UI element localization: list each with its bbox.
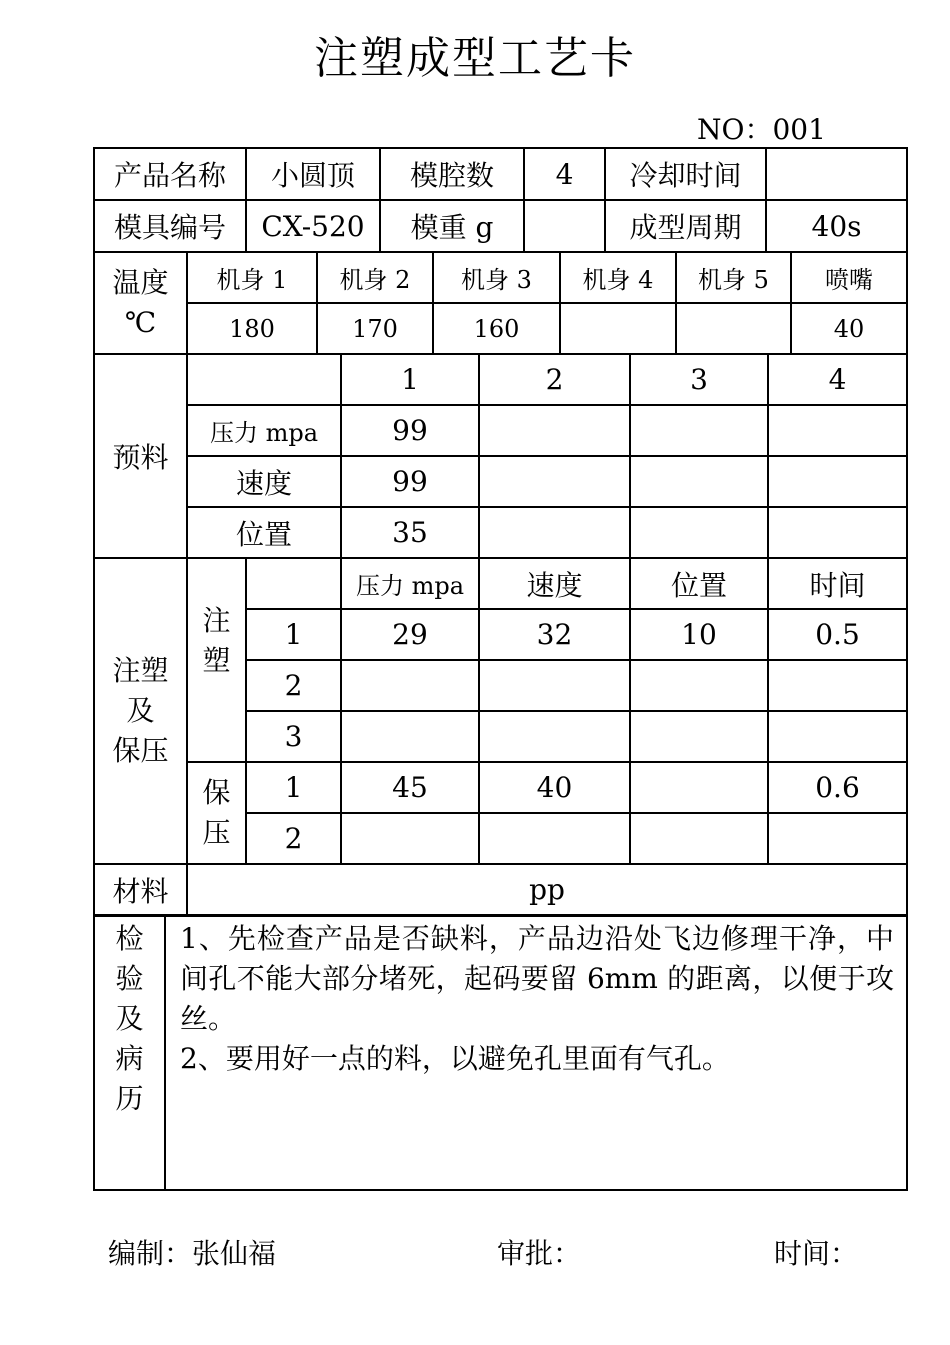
stage-header: 3: [630, 354, 768, 405]
zone-value: 180: [187, 303, 317, 354]
material-label: 材料: [94, 864, 187, 915]
prefeed-value: 35: [341, 507, 479, 558]
stage-header: 2: [479, 354, 630, 405]
date-field: 时间：: [774, 1237, 859, 1270]
inspection-notes: [165, 916, 907, 1190]
table-row: [94, 252, 907, 303]
zone-header: 机身 1: [187, 252, 317, 303]
hold-value: [768, 813, 907, 864]
stage-number: 2: [246, 660, 341, 711]
table-row: [94, 200, 907, 252]
injection-value: 0.5: [768, 609, 907, 660]
hold-value: 40: [479, 762, 630, 813]
zone-header: 机身 4: [560, 252, 676, 303]
injection-label-line: 注塑: [112, 654, 169, 687]
prefeed-value: [630, 405, 768, 456]
table-row: [94, 916, 907, 1190]
injection-corner-cell: [246, 558, 341, 609]
zone-value: [560, 303, 676, 354]
table-row: [94, 303, 907, 354]
injection-value: [630, 711, 768, 762]
hold-value: [341, 813, 479, 864]
inspection-label: [94, 916, 165, 1190]
inspection-label-char: 历: [115, 1082, 144, 1115]
prefeed-value: [630, 507, 768, 558]
product-name-label: 产品名称: [94, 148, 246, 200]
cycle-value: 40s: [766, 200, 907, 252]
zone-header: 机身 2: [317, 252, 433, 303]
approved-by: 审批：: [497, 1237, 582, 1270]
document-title: 注塑成型工艺卡: [314, 33, 636, 84]
prefeed-value: [768, 405, 907, 456]
zone-header: 机身 5: [676, 252, 791, 303]
param-header: 速度: [479, 558, 630, 609]
prefeed-value: 99: [341, 405, 479, 456]
prefeed-label: 预料: [94, 354, 187, 558]
table-row: [94, 507, 907, 558]
stage-header: 1: [341, 354, 479, 405]
table-row: [94, 456, 907, 507]
temperature-unit: ℃: [124, 306, 157, 339]
prefeed-value: 99: [341, 456, 479, 507]
prefeed-row-label: 压力 mpa: [187, 405, 341, 456]
hold-label-char: 压: [202, 816, 231, 849]
inspection-label-char: 验: [115, 962, 144, 995]
hold-label: [187, 762, 246, 864]
injection-value: [630, 660, 768, 711]
inspection-label-char: 检: [115, 922, 144, 955]
table-row: [94, 405, 907, 456]
inspection-note-2: 2、要用好一点的料，以避免孔里面有气孔。: [180, 1042, 730, 1075]
prefeed-value: [768, 456, 907, 507]
table-row: [94, 762, 907, 813]
prefeed-value: [479, 507, 630, 558]
injection-label-line: 及: [126, 694, 155, 727]
prefeed-value: [479, 456, 630, 507]
injection-value: [479, 711, 630, 762]
injection-value: [479, 660, 630, 711]
cycle-label: 成型周期: [605, 200, 766, 252]
injection-value: 10: [630, 609, 768, 660]
mold-no-label: 模具编号: [94, 200, 246, 252]
stage-number: 3: [246, 711, 341, 762]
zone-value: [676, 303, 791, 354]
zone-header: 喷嘴: [791, 252, 907, 303]
prefeed-value: [630, 456, 768, 507]
stage-number: 1: [246, 762, 341, 813]
stage-header: 4: [768, 354, 907, 405]
prefeed-row-label: 速度: [187, 456, 341, 507]
injection-value: [341, 660, 479, 711]
injection-value: [768, 660, 907, 711]
process-parameters-table: [93, 353, 908, 916]
stage-number: 1: [246, 609, 341, 660]
injection-value: 29: [341, 609, 479, 660]
cooling-time-value: [766, 148, 907, 200]
hold-label-char: 保: [202, 776, 231, 809]
prefeed-value: [768, 507, 907, 558]
zone-value: 40: [791, 303, 907, 354]
hold-value: 0.6: [768, 762, 907, 813]
temperature-label: [94, 252, 187, 354]
inspection-label-char: 及: [115, 1002, 144, 1035]
param-header: 压力 mpa: [341, 558, 479, 609]
product-info-table: [93, 147, 908, 253]
table-row: [94, 864, 907, 915]
cavity-count-value: 4: [524, 148, 605, 200]
document-number: NO：001: [697, 113, 826, 146]
inject-label: [187, 558, 246, 762]
mold-weight-value: [524, 200, 605, 252]
hold-value: [479, 813, 630, 864]
hold-value: [630, 762, 768, 813]
injection-value: 32: [479, 609, 630, 660]
material-value: pp: [187, 864, 907, 915]
table-row: [94, 354, 907, 405]
mold-no-value: CX-520: [246, 200, 380, 252]
zone-value: 160: [433, 303, 560, 354]
inspection-label-char: 病: [115, 1042, 144, 1075]
inject-label-char: 塑: [202, 644, 231, 677]
hold-value: 45: [341, 762, 479, 813]
zone-header: 机身 3: [433, 252, 560, 303]
hold-value: [630, 813, 768, 864]
cavity-count-label: 模腔数: [380, 148, 524, 200]
injection-value: [768, 711, 907, 762]
inspection-note-1: 1、先检查产品是否缺料，产品边沿处飞边修理干净，中间孔不能大部分堵死，起码要留 6mm 的距离，以便于攻丝。: [180, 922, 894, 1035]
mold-weight-label: 模重 g: [380, 200, 524, 252]
prefeed-row-label: 位置: [187, 507, 341, 558]
inject-label-char: 注: [202, 604, 231, 637]
injection-label-line: 保压: [112, 734, 169, 767]
stage-number: 2: [246, 813, 341, 864]
product-name-value: 小圆顶: [246, 148, 380, 200]
prefeed-value: [479, 405, 630, 456]
prepared-by: 编制：张仙福: [108, 1237, 277, 1270]
cooling-time-label: 冷却时间: [605, 148, 766, 200]
temperature-label-text: 温度: [112, 266, 169, 299]
param-header: 位置: [630, 558, 768, 609]
zone-value: 170: [317, 303, 433, 354]
injection-section-label: [94, 558, 187, 864]
prefeed-corner-cell: [187, 354, 341, 405]
injection-value: [341, 711, 479, 762]
table-row: [94, 148, 907, 200]
temperature-table: [93, 251, 908, 355]
inspection-table: [93, 915, 908, 1191]
table-row: [94, 558, 907, 609]
param-header: 时间: [768, 558, 907, 609]
